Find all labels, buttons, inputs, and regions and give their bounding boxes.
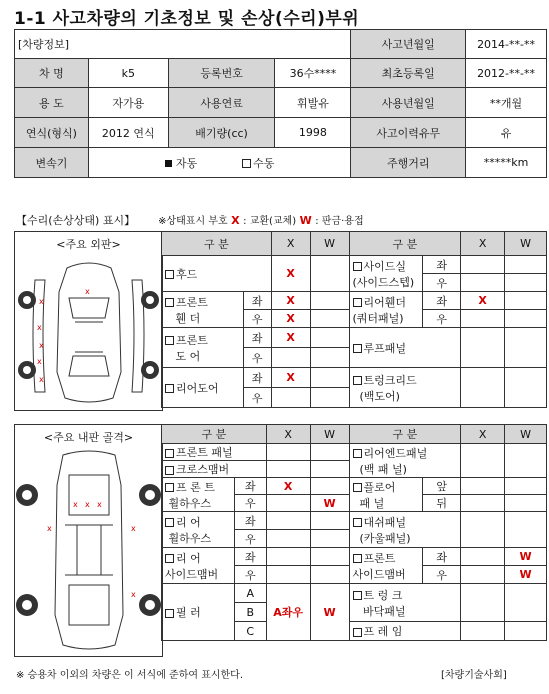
vehicle-info-table bbox=[14, 29, 547, 178]
frame-w bbox=[505, 622, 547, 641]
reg-no-label: 등록번호 bbox=[168, 59, 275, 88]
front-door-text-1: 프론트 bbox=[176, 333, 208, 347]
int-header-x-2: X bbox=[461, 425, 505, 444]
ff-right-x: X bbox=[271, 310, 310, 328]
floor-rear-x bbox=[461, 495, 505, 512]
dash-x bbox=[461, 512, 505, 548]
first-reg-value: 2012-**-** bbox=[466, 59, 547, 88]
fwh-left-x: X bbox=[266, 478, 310, 495]
svg-text:x: x bbox=[39, 375, 44, 384]
floor-front-w bbox=[505, 478, 547, 495]
checkbox-icon bbox=[353, 483, 362, 492]
trunk-floor-x bbox=[461, 584, 505, 622]
fd-right-w bbox=[310, 348, 349, 368]
rear-end-x bbox=[461, 444, 505, 478]
front-door-text-2: 도 어 bbox=[175, 349, 201, 363]
rsm-right-w bbox=[310, 566, 349, 584]
svg-text:x: x bbox=[73, 500, 78, 509]
front-fender-text-2: 휀 더 bbox=[175, 311, 201, 325]
pillar-a: A bbox=[234, 584, 266, 603]
footer-org: [차량기술사회] bbox=[441, 670, 507, 681]
rwh-right-w bbox=[310, 530, 349, 548]
accident-date-label: 사고년월일 bbox=[351, 30, 466, 59]
fd-right-x bbox=[271, 348, 310, 368]
svg-text:x: x bbox=[37, 323, 42, 332]
cross-member-w bbox=[310, 461, 349, 478]
cross-member-label bbox=[162, 461, 267, 478]
accident-date: 2014-**-** bbox=[466, 30, 547, 59]
ff-right-w bbox=[310, 310, 349, 328]
dash-text-1: 대쉬패널 bbox=[363, 515, 407, 529]
trunk-x bbox=[461, 368, 505, 408]
front-fender-label bbox=[162, 292, 244, 328]
floor-front-x bbox=[461, 478, 505, 495]
frame-x bbox=[461, 622, 505, 641]
year-label: 연식(형식) bbox=[15, 118, 89, 148]
legend-note: ※상태표시 부호 bbox=[158, 216, 228, 227]
checkbox-icon bbox=[353, 376, 362, 385]
svg-text:x: x bbox=[131, 590, 136, 599]
ext-header-x-2: X bbox=[461, 232, 505, 256]
rsm-right-x bbox=[266, 566, 310, 584]
trans-value bbox=[88, 148, 351, 178]
rwh-left-x bbox=[266, 512, 310, 530]
car-exterior-icon bbox=[15, 252, 162, 410]
displacement-value: 1998 bbox=[275, 118, 351, 148]
fwh-text-2: 휠하우스 bbox=[168, 496, 212, 510]
rsm-left-x bbox=[266, 548, 310, 566]
legend-line bbox=[16, 212, 546, 228]
rf-left-x: X bbox=[461, 292, 505, 310]
trans-manual: 수동 bbox=[253, 156, 275, 170]
checkbox-icon bbox=[165, 449, 174, 458]
side-sill-right-w bbox=[505, 274, 547, 292]
rf-right: 우 bbox=[423, 310, 461, 328]
rear-wheelhouse-label bbox=[162, 512, 235, 548]
fd-left-x: X bbox=[271, 328, 310, 348]
rd-right-x bbox=[271, 388, 310, 408]
rear-end-text-2: (백 패 널) bbox=[359, 462, 407, 476]
front-side-member-label bbox=[349, 548, 423, 584]
fwh-right-x bbox=[266, 495, 310, 512]
rd-left-x: X bbox=[271, 368, 310, 388]
rwh-text-1: 리 어 bbox=[176, 515, 201, 529]
checkbox-icon bbox=[165, 336, 174, 345]
int-header-w-2: W bbox=[505, 425, 547, 444]
interior-diagram bbox=[14, 424, 163, 657]
svg-text:x: x bbox=[97, 500, 102, 509]
use-period-label: 사용년월일 bbox=[351, 88, 466, 118]
fwh-left-w bbox=[310, 478, 349, 495]
floor-front: 앞 bbox=[423, 478, 461, 495]
rd-left: 좌 bbox=[243, 368, 271, 388]
roof-label bbox=[349, 328, 461, 368]
ext-header-w-2: W bbox=[505, 232, 547, 256]
side-sill-left-x bbox=[461, 256, 505, 274]
rear-door-label bbox=[162, 368, 244, 408]
model-value: k5 bbox=[88, 59, 168, 88]
pillar-b: B bbox=[234, 603, 266, 622]
rf-right-w bbox=[505, 310, 547, 328]
floor-rear-w bbox=[505, 495, 547, 512]
checkbox-icon bbox=[165, 384, 174, 393]
legend-section-title: 【수리(손상상태) 표시】 bbox=[16, 214, 136, 227]
rwh-left-w bbox=[310, 512, 349, 530]
checked-box-icon bbox=[165, 160, 172, 167]
displacement-label: 배기량(cc) bbox=[168, 118, 275, 148]
history-value: 유 bbox=[466, 118, 547, 148]
rsm-text-1: 리 어 bbox=[176, 551, 201, 565]
int-header-x: X bbox=[266, 425, 310, 444]
dash-w bbox=[505, 512, 547, 548]
legend-x-desc: : 교환(교체) bbox=[243, 216, 297, 227]
ext-header-x: X bbox=[271, 232, 310, 256]
rear-end-text-1: 리어엔드패널 bbox=[363, 446, 428, 460]
dash-panel-label bbox=[349, 512, 461, 548]
history-label: 사고이력유무 bbox=[351, 118, 466, 148]
cross-member-x bbox=[266, 461, 310, 478]
dash-text-2: (카울패널) bbox=[359, 531, 411, 545]
checkbox-icon bbox=[165, 270, 174, 279]
rear-end-w bbox=[505, 444, 547, 478]
rf-left: 좌 bbox=[423, 292, 461, 310]
front-fender-text-1: 프론트 bbox=[176, 295, 208, 309]
reg-no-value: 36수**** bbox=[275, 59, 351, 88]
svg-text:x: x bbox=[47, 524, 52, 533]
roof-text: 루프패널 bbox=[363, 341, 407, 355]
trunk-w bbox=[505, 368, 547, 408]
hood-x: X bbox=[271, 256, 310, 292]
rsm-left-w bbox=[310, 548, 349, 566]
side-sill-right-x bbox=[461, 274, 505, 292]
side-sill-label bbox=[349, 256, 423, 292]
roof-w bbox=[505, 328, 547, 368]
int-header-gubun-2: 구 분 bbox=[349, 425, 461, 444]
ff-left-w bbox=[310, 292, 349, 310]
rwh-right-x bbox=[266, 530, 310, 548]
checkbox-icon bbox=[165, 483, 174, 492]
mileage-label: 주행거리 bbox=[351, 148, 466, 178]
hood-label bbox=[162, 256, 272, 292]
trunk-floor-w bbox=[505, 584, 547, 622]
interior-diagram-label: <주요 내판 골격> bbox=[43, 431, 134, 444]
pillar-w: W bbox=[310, 584, 349, 641]
car-frame-icon bbox=[15, 445, 162, 655]
fsm-right-w: W bbox=[505, 566, 547, 584]
rsm-left: 좌 bbox=[234, 548, 266, 566]
svg-text:x: x bbox=[39, 341, 44, 350]
vehicle-info-label: [차량정보] bbox=[15, 30, 351, 59]
side-sill-text-1: 사이드실 bbox=[363, 259, 407, 273]
trunk-floor-text-1: 트 렁 크 bbox=[363, 588, 403, 602]
rwh-left: 좌 bbox=[234, 512, 266, 530]
fsm-left-w: W bbox=[505, 548, 547, 566]
side-sill-right: 우 bbox=[423, 274, 461, 292]
checkbox-icon bbox=[242, 159, 251, 168]
checkbox-icon bbox=[353, 449, 362, 458]
fuel-value: 휘발유 bbox=[275, 88, 351, 118]
year-value: 2012 연식 bbox=[88, 118, 168, 148]
checkbox-icon bbox=[353, 591, 362, 600]
checkbox-icon bbox=[165, 466, 174, 475]
front-wheelhouse-label bbox=[162, 478, 235, 512]
cross-member-text: 크로스맴버 bbox=[176, 463, 230, 476]
frame-label bbox=[349, 622, 461, 641]
rwh-right: 우 bbox=[234, 530, 266, 548]
hood-w bbox=[310, 256, 349, 292]
rsm-right: 우 bbox=[234, 566, 266, 584]
svg-text:x: x bbox=[131, 524, 136, 533]
floor-text-1: 플로어 bbox=[363, 480, 396, 494]
floor-rear: 뒤 bbox=[423, 495, 461, 512]
rd-right-w bbox=[310, 388, 349, 408]
front-panel-text: 프론트 패널 bbox=[176, 446, 233, 459]
frame-text: 프 레 임 bbox=[363, 625, 403, 638]
use-value: 자가용 bbox=[88, 88, 168, 118]
fsm-left-x bbox=[461, 548, 505, 566]
fwh-left: 좌 bbox=[234, 478, 266, 495]
checkbox-icon bbox=[165, 609, 174, 618]
int-header-w: W bbox=[310, 425, 349, 444]
rf-left-w bbox=[505, 292, 547, 310]
trunk-floor-label bbox=[349, 584, 461, 622]
fuel-label: 사용연료 bbox=[168, 88, 275, 118]
floor-text-2: 패 널 bbox=[359, 496, 385, 510]
use-label: 용 도 bbox=[15, 88, 89, 118]
svg-text:x: x bbox=[85, 500, 90, 509]
trunk-text-2: (백도어) bbox=[359, 389, 400, 403]
front-door-label bbox=[162, 328, 244, 368]
checkbox-icon bbox=[165, 298, 174, 307]
trans-label: 변속기 bbox=[15, 148, 89, 178]
svg-text:x: x bbox=[39, 297, 44, 306]
rear-door-text: 리어도어 bbox=[176, 381, 219, 395]
svg-text:x: x bbox=[37, 357, 42, 366]
rear-end-label bbox=[349, 444, 461, 478]
front-panel-label bbox=[162, 444, 267, 461]
fsm-left: 좌 bbox=[423, 548, 461, 566]
ext-header-gubun-2: 구 분 bbox=[349, 232, 461, 256]
checkbox-icon bbox=[353, 518, 362, 527]
exterior-diagram-label: <주요 외판> bbox=[56, 238, 121, 251]
trunk-text-1: 트렁크리드 bbox=[363, 373, 417, 387]
rear-side-member-label bbox=[162, 548, 235, 584]
side-sill-left: 좌 bbox=[423, 256, 461, 274]
checkbox-icon bbox=[353, 344, 362, 353]
rear-fender-label bbox=[349, 292, 423, 328]
legend-w-mark: W bbox=[299, 214, 312, 227]
trans-auto: 자동 bbox=[175, 156, 198, 170]
checkbox-icon bbox=[353, 628, 362, 637]
exterior-diagram bbox=[14, 231, 163, 411]
side-sill-text-2: (사이드스텝) bbox=[352, 275, 415, 289]
rwh-text-2: 휠하우스 bbox=[168, 531, 212, 545]
interior-table bbox=[161, 424, 547, 641]
svg-text:x: x bbox=[85, 287, 90, 296]
roof-x bbox=[461, 328, 505, 368]
fsm-right: 우 bbox=[423, 566, 461, 584]
pillar-c: C bbox=[234, 622, 266, 641]
checkbox-icon bbox=[353, 262, 362, 271]
rear-fender-text-1: 리어휀더 bbox=[363, 295, 407, 309]
ext-header-gubun: 구 분 bbox=[162, 232, 272, 256]
legend-w-desc: : 판금·용접 bbox=[315, 216, 364, 227]
fwh-text-1: 프 론 트 bbox=[176, 480, 215, 494]
use-period-value: **개월 bbox=[466, 88, 547, 118]
checkbox-icon bbox=[353, 298, 362, 307]
checkbox-icon bbox=[353, 554, 362, 563]
rf-right-x bbox=[461, 310, 505, 328]
rear-fender-text-2: (쿼터패널) bbox=[352, 311, 404, 325]
legend-x-mark: X bbox=[231, 214, 240, 227]
fd-left: 좌 bbox=[243, 328, 271, 348]
pillar-label bbox=[162, 584, 235, 641]
fwh-right: 우 bbox=[234, 495, 266, 512]
side-sill-left-w bbox=[505, 256, 547, 274]
page-title: 1-1 사고차량의 기초정보 및 손상(수리)부위 bbox=[14, 9, 360, 29]
int-header-gubun: 구 분 bbox=[162, 425, 267, 444]
rsm-text-2: 사이드맴버 bbox=[165, 567, 219, 581]
fd-right: 우 bbox=[243, 348, 271, 368]
first-reg-label: 최초등록일 bbox=[351, 59, 466, 88]
floor-label bbox=[349, 478, 423, 512]
ext-header-w: W bbox=[310, 232, 349, 256]
hood-text: 후드 bbox=[176, 267, 198, 281]
trunk-label bbox=[349, 368, 461, 408]
rd-left-w bbox=[310, 368, 349, 388]
front-panel-w bbox=[310, 444, 349, 461]
fsm-text-2: 사이드맴버 bbox=[352, 567, 406, 581]
exterior-table bbox=[161, 231, 547, 408]
fwh-right-w: W bbox=[310, 495, 349, 512]
rd-right: 우 bbox=[243, 388, 271, 408]
pillar-x: A좌우 bbox=[266, 584, 310, 641]
fsm-text-1: 프론트 bbox=[363, 551, 396, 565]
ff-left: 좌 bbox=[243, 292, 271, 310]
checkbox-icon bbox=[165, 518, 174, 527]
checkbox-icon bbox=[165, 554, 174, 563]
front-panel-x bbox=[266, 444, 310, 461]
trunk-floor-text-2: 바닥패널 bbox=[363, 604, 406, 618]
fsm-right-x bbox=[461, 566, 505, 584]
pillar-text: 필 러 bbox=[176, 606, 201, 619]
fd-left-w bbox=[310, 328, 349, 348]
model-label: 차 명 bbox=[15, 59, 89, 88]
ff-right: 우 bbox=[243, 310, 271, 328]
mileage-value: *****km bbox=[466, 148, 547, 178]
ff-left-x: X bbox=[271, 292, 310, 310]
footer-note: ※ 승용차 이외의 차량은 이 서식에 준하여 표시한다. bbox=[16, 670, 244, 681]
